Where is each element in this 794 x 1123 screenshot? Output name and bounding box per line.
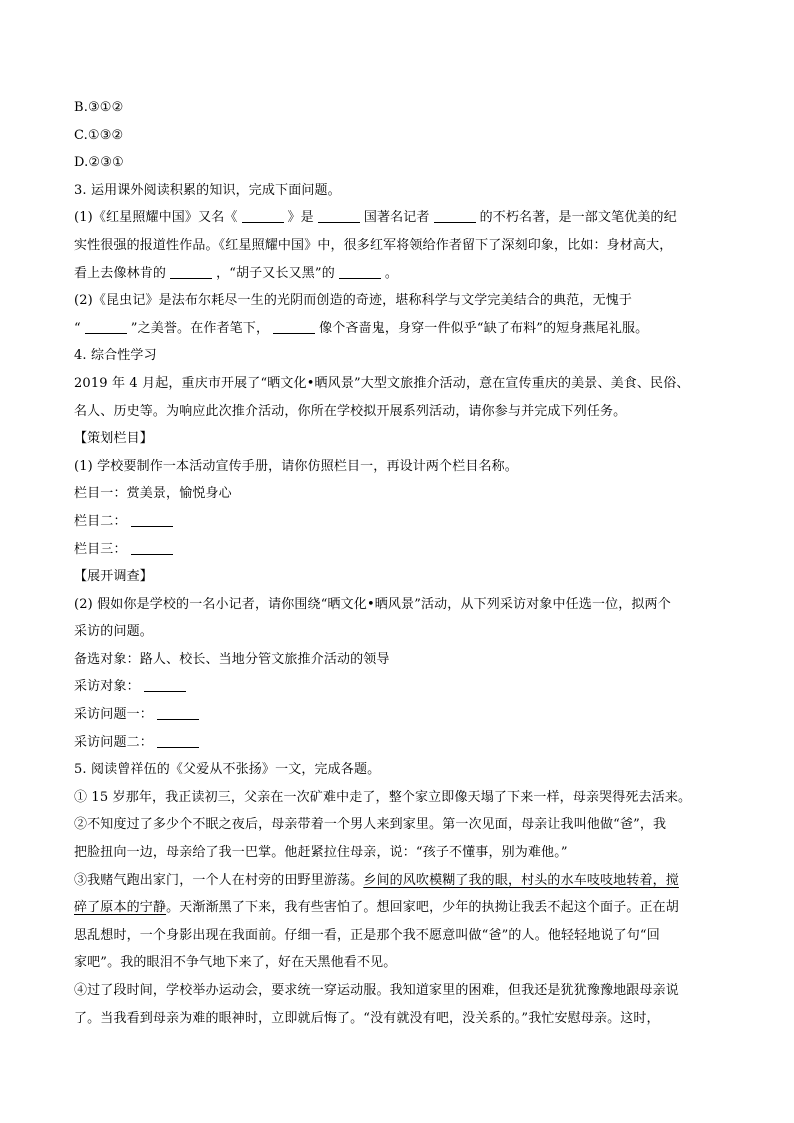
q5-paragraph3-line1 [74, 867, 734, 895]
q3-part1-line2: 实性很强的报道性作品。《红星照耀中国》中，很多红军将领给作者留下了深刻印象，比如：身材高大， [74, 237, 673, 253]
interview-question-one [74, 701, 734, 729]
q5-paragraph3-line4: 家吧”。我的眼泪不争气地下来了，好在天黑他看不见。 [74, 955, 397, 971]
interview-question-two [74, 729, 734, 757]
q4-intro-line1: 2019 年 4 月起，重庆市开展了“晒文化•晒风景”大型文旅推介活动，意在宣传重庆的美景、美食、民俗、 [74, 375, 690, 391]
q3-part1-line1 [74, 204, 734, 232]
column-three [74, 536, 734, 564]
q3-part1-line3 [74, 260, 734, 288]
q4-title: 4. 综合性学习 [74, 348, 157, 364]
document-page [74, 94, 734, 1032]
q4-sub2-line1: (2) 假如你是学校的一名小记者，请你围绕“晒文化•晒风景”活动，从下列采访对象中任选一位，拟两个 [74, 596, 671, 612]
section-heading-planning: 【策划栏目】 [74, 431, 153, 447]
q4-sub2-line2: 采访的问题。 [74, 624, 153, 640]
option-d: D.②③① [74, 155, 124, 171]
text: 》是 [287, 210, 314, 226]
q5-paragraph3-line2 [74, 894, 734, 922]
text: ③我赌气跑出家门，一个人在村旁的田野里游荡。 [74, 872, 364, 888]
text: ，“胡子又长又黑”的 [216, 265, 335, 281]
q3-part2-line1: (2)《昆虫记》是法布尔耗尽一生的光阴而创造的奇迹，堪称科学与文学完美结合的典范，无愧于 [74, 293, 633, 309]
q5-paragraph1: ① 15 岁那年，我正读初三，父亲在一次矿难中走了，整个家立即像天塌了下来一样，母亲哭得死去活来。 [74, 789, 692, 805]
q5-paragraph3-line3: 思乱想时，一个身影出现在我面前。仔细一看，正是那个我不愿意叫做“爸”的人。他轻轻地说了句“回 [74, 927, 660, 943]
answer-blank[interactable] [85, 319, 127, 334]
option-b: B.③①② [74, 100, 124, 115]
answer-blank[interactable] [318, 208, 360, 223]
q4-sub1-question: (1) 学校要制作一本活动宣传手册，请你仿照栏目一，再设计两个栏目名称。 [74, 458, 518, 474]
section-heading-survey: 【展开调查】 [74, 569, 153, 585]
text: 国著名记者 [363, 210, 430, 226]
option-c: C.①③② [74, 127, 124, 143]
answer-blank[interactable] [242, 208, 284, 223]
text: 像个吝啬鬼，身穿一件似乎“缺了布料”的短身燕尾礼服。 [319, 320, 649, 336]
text: “ [74, 320, 81, 336]
label: 采访问题一： [74, 707, 153, 723]
text: 。天渐渐黑了下来，我有些害怕了。想回家吧，少年的执拗让我丢不起这个面子。正在胡 [166, 900, 679, 916]
label: 采访问题二： [74, 734, 153, 750]
q5-title: 5. 阅读曾祥伍的《父爱从不张扬》一文，完成各题。 [74, 762, 381, 778]
q3-part2-line2 [74, 315, 734, 343]
label: 栏目二： [74, 513, 127, 529]
answer-blank[interactable] [273, 319, 315, 334]
answer-blank[interactable] [339, 264, 381, 279]
column-one: 栏目一：赏美景，愉悦身心 [74, 486, 232, 502]
underlined-sentence: 碎了原本的宁静 [74, 900, 167, 916]
underlined-sentence: 乡间的风吹模糊了我的眼，村头的水车吱吱地转着，搅 [363, 872, 679, 888]
answer-blank[interactable] [144, 677, 186, 692]
q5-paragraph2-line1: ②不知度过了多少个不眠之夜后，母亲带着一个男人来到家里。第一次见面，母亲让我叫他做“爸”，我 [74, 817, 667, 833]
q5-paragraph4-line1: ④过了段时间，学校举办运动会，要求统一穿运动服。我知道家里的困难，但我还是犹犹豫豫地跟母亲说 [74, 983, 679, 998]
label: 栏目三： [74, 541, 127, 557]
answer-blank[interactable] [170, 264, 212, 279]
answer-blank[interactable] [157, 733, 199, 748]
interview-target [74, 673, 734, 701]
column-two [74, 508, 734, 536]
text: 。 [384, 265, 399, 281]
q4-intro-line2: 名人、历史等。为响应此次推介活动，你所在学校拟开展系列活动，请你参与并完成下列任务。 [74, 403, 627, 419]
candidate-list: 备选对象：路人、校长、当地分管文旅推介活动的领导 [74, 651, 390, 667]
answer-blank[interactable] [131, 540, 173, 555]
text: ”之美誉。在作者笔下， [130, 320, 270, 336]
q3-title: 3. 运用课外阅读积累的知识，完成下面问题。 [74, 182, 341, 198]
answer-blank[interactable] [434, 208, 476, 223]
q5-paragraph4-line2: 了。当我看到母亲为难的眼神时，立即就后悔了。“没有就没有吧，没关系的。”我忙安慰母亲。这时， [74, 1010, 660, 1026]
text: 的不朽名著，是一部文笔优美的纪 [479, 210, 677, 226]
answer-blank[interactable] [131, 512, 173, 527]
answer-blank[interactable] [157, 705, 199, 720]
text: (1)《红星照耀中国》又名《 [74, 210, 238, 226]
q5-paragraph2-line2: 把脸扭向一边，母亲给了我一巴掌。他赶紧拉住母亲，说：“孩子不懂事，别为难他。” [74, 845, 568, 861]
text: 看上去像林肯的 [74, 265, 167, 281]
label: 采访对象： [74, 679, 140, 695]
